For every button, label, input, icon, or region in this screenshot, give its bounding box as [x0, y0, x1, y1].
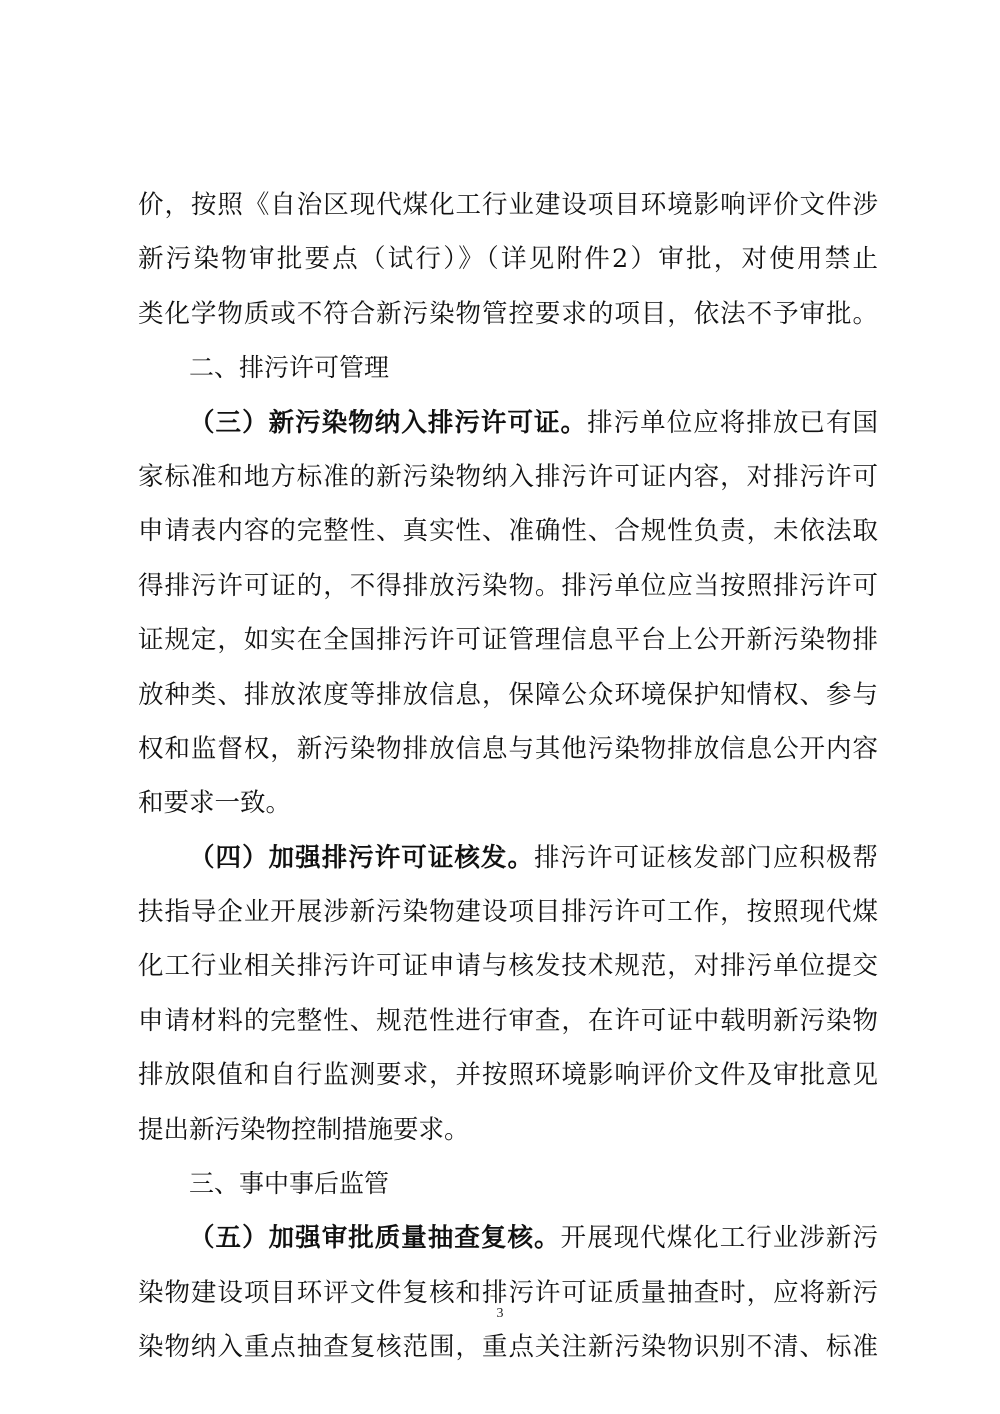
section-heading-supervision: 三、事中事后监管 [189, 1169, 390, 1199]
paragraph-line: 家标准和地方标准的新污染物纳入排污许可证内容，对排污许可 [138, 461, 878, 492]
item-5-first-line [138, 1211, 878, 1265]
paragraph-line: 放种类、排放浓度等排放信息，保障公众环境保护知情权、参与 [138, 679, 878, 710]
paragraph-line: 染物建设项目环评文件复核和排污许可证质量抽查时，应将新污 [138, 1277, 878, 1308]
paragraph-line: 申请表内容的完整性、真实性、准确性、合规性负责，未依法取 [138, 516, 878, 547]
paragraph-line: 扶指导企业开展涉新污染物建设项目排污许可工作，按照现代煤 [138, 897, 878, 928]
paragraph-line: 化工行业相关排污许可证申请与核发技术规范，对排污单位提交 [138, 951, 878, 982]
paragraph-line: 证规定，如实在全国排污许可证管理信息平台上公开新污染物排 [138, 625, 878, 656]
item-3-title: （三）新污染物纳入排污许可证。 [189, 407, 588, 438]
paragraph-line: 价，按照《自治区现代煤化工行业建设项目环境影响评价文件涉 [138, 190, 878, 220]
section-heading-permit-management: 二、排污许可管理 [189, 353, 390, 383]
paragraph-line: 申请材料的完整性、规范性进行审查，在许可证中载明新污染物 [138, 1005, 878, 1036]
document-body [138, 178, 878, 1375]
item-4-first-line [138, 831, 878, 885]
paragraph-line: 类化学物质或不符合新污染物管控要求的项目，依法不予审批。 [138, 298, 878, 329]
page-number: 3 [496, 1306, 504, 1321]
item-4-title: （四）加强排污许可证核发。 [189, 842, 535, 873]
paragraph-last-line: 提出新污染物控制措施要求。 [138, 1114, 470, 1145]
paragraph-last-line: 和要求一致。 [138, 788, 292, 819]
item-3-first-line [138, 396, 878, 450]
item-5-text: 开展现代煤化工行业涉新污 [560, 1223, 878, 1254]
paragraph-line: 染物纳入重点抽查复核范围，重点关注新污染物识别不清、标准 [138, 1332, 878, 1363]
item-3-text: 排污单位应将排放已有国 [587, 407, 878, 438]
paragraph-line: 排放限值和自行监测要求，并按照环境影响评价文件及审批意见 [138, 1060, 878, 1091]
item-4-text: 排污许可证核发部门应积极帮 [534, 842, 878, 873]
paragraph-line: 得排污许可证的，不得排放污染物。排污单位应当按照排污许可 [138, 570, 878, 601]
paragraph-line: 新污染物审批要点（试行）》（详见附件2）审批，对使用禁止 [138, 244, 878, 275]
paragraph-line: 权和监督权，新污染物排放信息与其他污染物排放信息公开内容 [138, 733, 878, 764]
item-5-title: （五）加强审批质量抽查复核。 [189, 1223, 561, 1254]
